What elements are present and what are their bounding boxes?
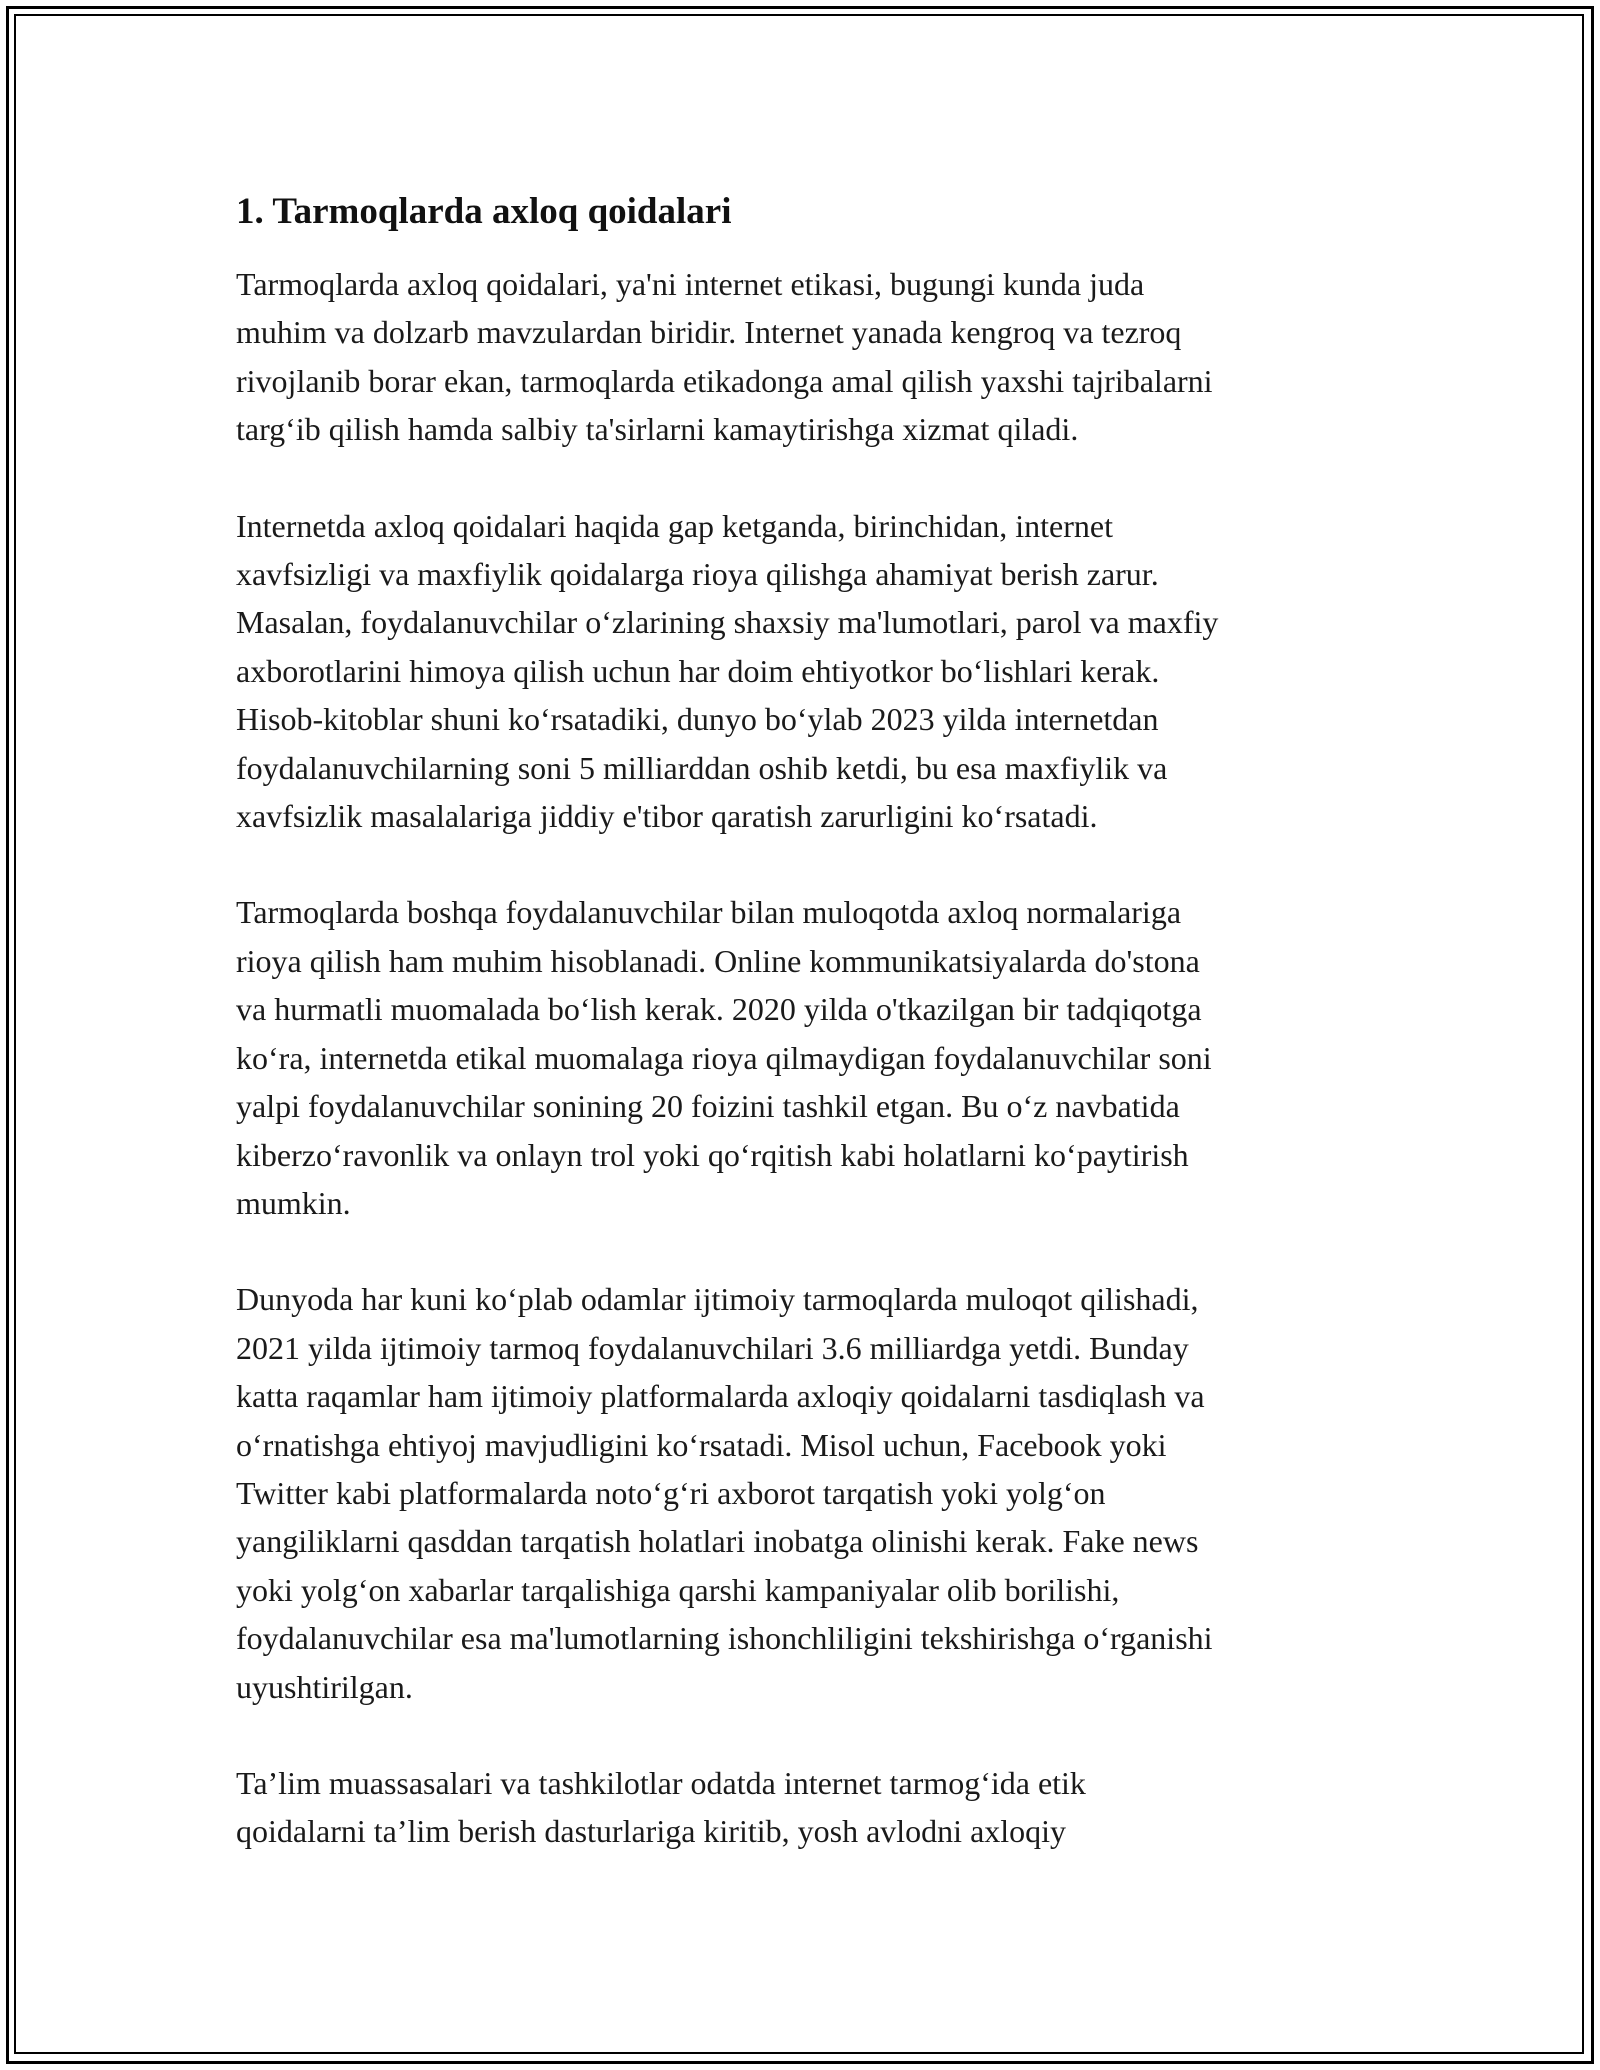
text-line: Tarmoqlarda axloq qoidalari, ya'ni internet etikasi, bugungi kunda juda: [236, 266, 1145, 302]
text-line: Ta’lim muassasalari va tashkilotlar odatda internet tarmog‘ida etik: [236, 1764, 1086, 1801]
text-line: yoki yolg‘on xabarlar tarqalishiga qarshi kampaniyalar olib borilishi,: [236, 1571, 1120, 1608]
paragraph: [236, 888, 1376, 1227]
text-line: Twitter kabi platformalarda noto‘g‘ri axborot tarqatish yoki yolg‘on: [236, 1474, 1106, 1511]
text-line: Hisob-kitoblar shuni ko‘rsatadiki, dunyo bo‘ylab 2023 yilda internetdan: [236, 701, 1159, 738]
text-line: yangiliklarni qasddan tarqatish holatlari inobatga olinishi kerak. Fake news: [236, 1523, 1199, 1560]
text-line: rivojlanib borar ekan, tarmoqlarda etikadonga amal qilish yaxshi tajribalarni: [236, 362, 1213, 399]
text-line: ko‘ra, internetda etikal muomalaga rioya qilmaydigan foydalanuvchilar soni: [236, 1039, 1212, 1076]
text-line: xavfsizlik masalalariga jiddiy e'tibor qaratish zarurligini ko‘rsatadi.: [236, 798, 1098, 835]
text-line: muhim va dolzarb mavzulardan biridir. Internet yanada kengroq va tezroq: [236, 314, 1182, 351]
text-line: Masalan, foydalanuvchilar o‘zlarining shaxsiy ma'lumotlari, parol va maxfiy: [236, 604, 1219, 641]
paragraph: [236, 260, 1376, 454]
text-line: Dunyoda har kuni ko‘plab odamlar ijtimoiy tarmoqlarda muloqot qilishadi,: [236, 1281, 1199, 1318]
text-line: 2021 yilda ijtimoiy tarmoq foydalanuvchilari 3.6 milliardga yetdi. Bunday: [236, 1329, 1189, 1366]
paragraph: [236, 1759, 1376, 1856]
paragraph-list: [236, 260, 1376, 1856]
text-line: Tarmoqlarda boshqa foydalanuvchilar bilan muloqotda axloq normalariga: [236, 894, 1182, 931]
text-line: targ‘ib qilish hamda salbiy ta'sirlarni kamaytirishga xizmat qiladi.: [236, 411, 1079, 448]
paragraph: [236, 502, 1376, 841]
text-line: Internetda axloq qoidalari haqida gap ketganda, birinchidan, internet: [236, 507, 1113, 544]
text-line: rioya qilish ham muhim hisoblanadi. Online kommunikatsiyalarda do'stona: [236, 942, 1200, 979]
text-line: foydalanuvchilarning soni 5 milliarddan oshib ketdi, bu esa maxfiylik va: [236, 749, 1168, 786]
text-line: o‘rnatishga ehtiyoj mavjudligini ko‘rsatadi. Misol uchun, Facebook yoki: [236, 1426, 1167, 1463]
text-line: xavfsizligi va maxfiylik qoidalarga rioya qilishga ahamiyat berish zarur.: [236, 556, 1159, 593]
document-body: [236, 186, 1376, 1904]
text-line: kiberzo‘ravonlik va onlayn trol yoki qo‘rqitish kabi holatlarni ko‘paytirish: [236, 1136, 1189, 1173]
text-line: mumkin.: [236, 1184, 351, 1221]
paragraph: [236, 1275, 1376, 1711]
text-line: axborotlarini himoya qilish uchun har doim ehtiyotkor bo‘lishlari kerak.: [236, 652, 1160, 689]
section-heading: 1. Tarmoqlarda axloq qoidalari: [236, 191, 732, 232]
text-line: qoidalarni ta’lim berish dasturlariga kiritib, yosh avlodni axloqiy: [236, 1813, 1067, 1850]
text-line: yalpi foydalanuvchilar sonining 20 foizini tashkil etgan. Bu o‘z navbatida: [236, 1088, 1180, 1125]
text-line: katta raqamlar ham ijtimoiy platformalarda axloqiy qoidalarni tasdiqlash va: [236, 1378, 1205, 1415]
text-line: va hurmatli muomalada bo‘lish kerak. 2020 yilda o'tkazilgan bir tadqiqotga: [236, 991, 1202, 1028]
text-line: uyushtirilgan.: [236, 1668, 413, 1705]
text-line: foydalanuvchilar esa ma'lumotlarning ishonchliligini tekshirishga o‘rganishi: [236, 1620, 1213, 1657]
